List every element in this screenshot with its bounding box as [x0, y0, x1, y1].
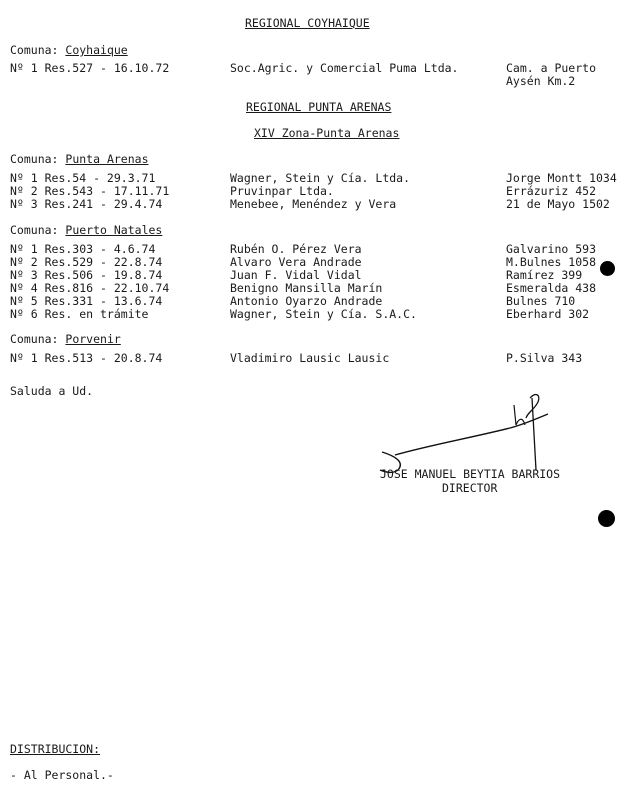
address: 21 de Mayo 1502	[506, 197, 610, 211]
licensee-name: Wagner, Stein y Cía. S.A.C.	[230, 307, 417, 321]
resolution: Nº 1 Res.513 - 20.8.74	[10, 351, 163, 365]
address: Bulnes 710	[506, 294, 576, 308]
address: Errázuriz 452	[506, 184, 597, 198]
licensee-name: Soc.Agric. y Comercial Puma Ltda.	[230, 61, 459, 75]
commune-label: Comuna:	[10, 223, 59, 237]
resolution: Nº 1 Res.303 - 4.6.74	[10, 242, 156, 256]
commune-name: Punta Arenas	[65, 152, 149, 166]
address-line-1: Cam. a Puerto	[506, 61, 597, 75]
distribution-item: - Al Personal.-	[10, 768, 114, 782]
resolution: Nº 1 Res.527 - 16.10.72	[10, 61, 170, 75]
resolution: Nº 2 Res.543 - 17.11.71	[10, 184, 170, 198]
licensee-name: Antonio Oyarzo Andrade	[230, 294, 383, 308]
licensee-name: Alvaro Vera Andrade	[230, 255, 362, 269]
licensee-name: Benigno Mansilla Marín	[230, 281, 383, 295]
address: Galvarino 593	[506, 242, 597, 256]
commune-label: Comuna:	[10, 332, 59, 346]
regional-punta-arenas-title: REGIONAL PUNTA ARENAS	[246, 100, 392, 114]
address: P.Silva 343	[506, 351, 583, 365]
licensee-name: Rubén O. Pérez Vera	[230, 242, 362, 256]
licensee-name: Vladimiro Lausic Lausic	[230, 351, 390, 365]
address: Jorge Montt 1034	[506, 171, 617, 185]
licensee-name: Menebee, Menéndez y Vera	[230, 197, 397, 211]
signatory-role: DIRECTOR	[442, 481, 498, 495]
resolution: Nº 4 Res.816 - 22.10.74	[10, 281, 170, 295]
commune-name: Porvenir	[65, 332, 121, 346]
punch-hole	[600, 261, 615, 276]
commune-name: Coyhaique	[65, 43, 128, 57]
regional-coyhaique-title: REGIONAL COYHAIQUE	[245, 16, 370, 30]
commune-name: Puerto Natales	[65, 223, 163, 237]
punch-hole	[598, 510, 615, 527]
resolution: Nº 3 Res.506 - 19.8.74	[10, 268, 163, 282]
address: M.Bulnes 1058	[506, 255, 597, 269]
address: Ramírez 399	[506, 268, 583, 282]
licensee-name: Pruvinpar Ltda.	[230, 184, 334, 198]
address: Esmeralda 438	[506, 281, 597, 295]
licensee-name: Juan F. Vidal Vidal	[230, 268, 362, 282]
commune-label: Comuna:	[10, 152, 59, 166]
resolution: Nº 5 Res.331 - 13.6.74	[10, 294, 163, 308]
resolution: Nº 1 Res.54 - 29.3.71	[10, 171, 156, 185]
distribution-title: DISTRIBUCION:	[10, 742, 101, 756]
closing-salutation: Saluda a Ud.	[10, 384, 94, 398]
commune-label: Comuna:	[10, 43, 59, 57]
address-line-2: Aysén Km.2	[506, 74, 576, 88]
resolution: Nº 2 Res.529 - 22.8.74	[10, 255, 163, 269]
licensee-name: Wagner, Stein y Cía. Ltda.	[230, 171, 411, 185]
address: Eberhard 302	[506, 307, 590, 321]
zone-title: XIV Zona-Punta Arenas	[254, 126, 400, 140]
resolution: Nº 3 Res.241 - 29.4.74	[10, 197, 163, 211]
signatory-name: JOSE MANUEL BEYTIA BARRIOS	[380, 467, 561, 481]
resolution: Nº 6 Res. en trámite	[10, 307, 149, 321]
